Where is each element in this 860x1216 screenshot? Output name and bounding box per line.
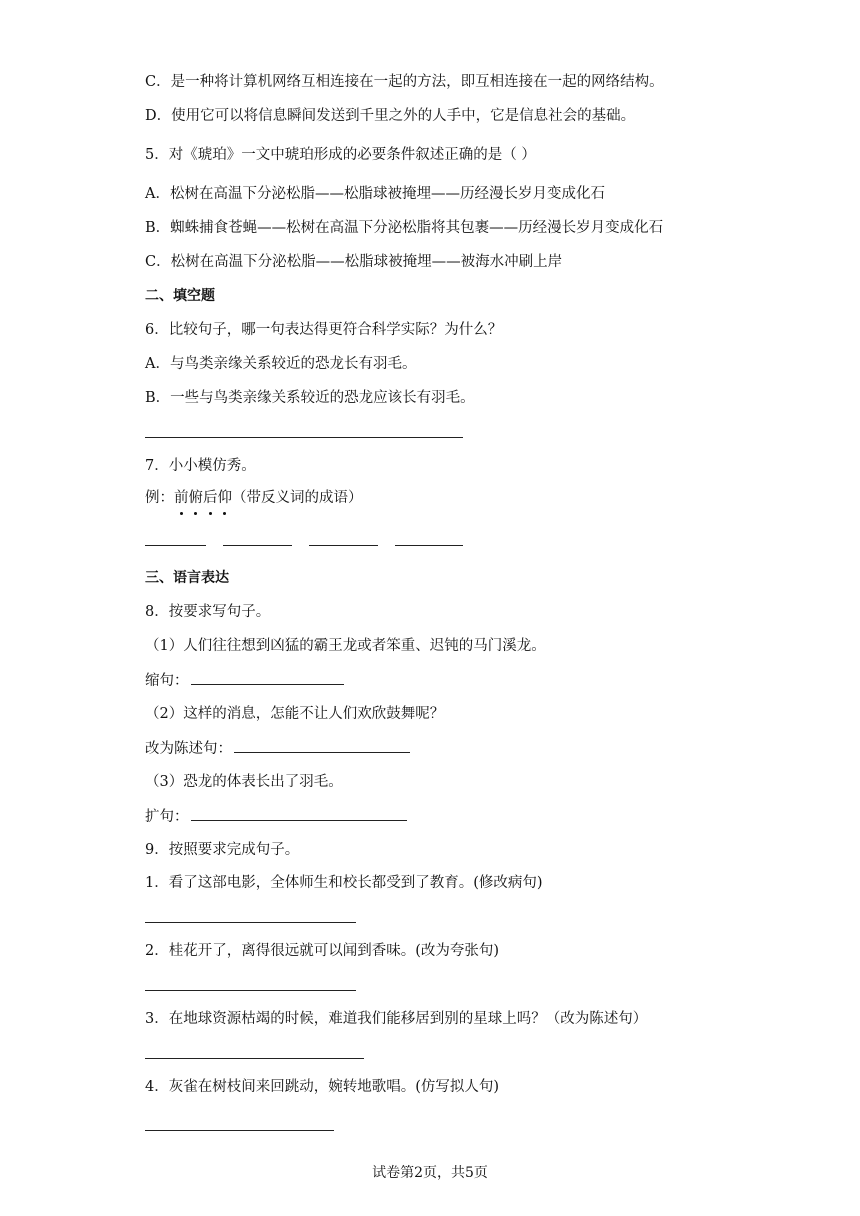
q5-option-a: A．松树在高温下分泌松脂——松脂球被掩埋——历经漫长岁月变成化石 xyxy=(145,186,605,202)
q5-option-c: C．松树在高温下分泌松脂——松脂球被掩埋——被海水冲刷上岸 xyxy=(145,254,563,270)
q9-answer-line-1[interactable] xyxy=(145,922,356,923)
q7-example-char-2: 俯 xyxy=(188,490,203,506)
q6-stem: 6．比较句子，哪一句表达得更符合科学实际？为什么？ xyxy=(145,322,503,338)
q8-answer-1-label: 缩句： xyxy=(145,673,189,689)
q7-answer-line-4[interactable] xyxy=(395,545,463,546)
q9-answer-line-2[interactable] xyxy=(145,990,356,991)
q4-option-d: D．使用它可以将信息瞬间发送到千里之外的人手中，它是信息社会的基础。 xyxy=(145,108,636,124)
q9-answer-line-4[interactable] xyxy=(145,1130,334,1131)
section-fill-in-title: 二、填空题 xyxy=(145,288,215,304)
q7-example xyxy=(145,488,363,508)
q8-answer-3-label: 扩句： xyxy=(145,809,189,825)
q7-example-char-1: 前 xyxy=(174,490,189,506)
q6-option-b: B．一些与鸟类亲缘关系较近的恐龙应该长有羽毛。 xyxy=(145,390,475,406)
q8-answer-3 xyxy=(145,806,407,827)
page-footer: 试卷第2页，共5页 xyxy=(372,1165,488,1181)
q6-answer-line[interactable] xyxy=(145,437,463,438)
q7-stem: 7．小小模仿秀。 xyxy=(145,458,256,474)
q7-example-char-3: 后 xyxy=(203,490,218,506)
section-language-title: 三、语言表达 xyxy=(145,570,229,586)
q8-answer-1-line[interactable] xyxy=(191,670,344,685)
q9-item-4: 4．灰雀在树枝间来回跳动，婉转地歌唱。(仿写拟人句) xyxy=(145,1079,500,1095)
q8-answer-2-line[interactable] xyxy=(234,738,410,753)
q9-item-2: 2．桂花开了，离得很远就可以闻到香味。(改为夸张句) xyxy=(145,943,500,959)
q8-sentence-2: （2）这样的消息，怎能不让人们欢欣鼓舞呢？ xyxy=(145,706,445,722)
q7-example-char-4: 仰 xyxy=(217,490,232,506)
q8-answer-2 xyxy=(145,738,410,759)
q7-answer-line-2[interactable] xyxy=(223,545,292,546)
q8-answer-1 xyxy=(145,670,344,691)
q5-option-b: B．蜘蛛捕食苍蝇——松树在高温下分泌松脂将其包裹——历经漫长岁月变成化石 xyxy=(145,220,664,236)
q7-example-note: （带反义词的成语） xyxy=(232,490,363,506)
q7-answer-line-3[interactable] xyxy=(309,545,378,546)
q7-answer-line-1[interactable] xyxy=(145,545,206,546)
q9-item-3: 3．在地球资源枯竭的时候，难道我们能移居到别的星球上吗？（改为陈述句） xyxy=(145,1011,648,1027)
q9-stem: 9．按照要求完成句子。 xyxy=(145,842,300,858)
q5-stem: 5．对《琥珀》一文中琥珀形成的必要条件叙述正确的是（ ） xyxy=(145,147,536,163)
q8-answer-2-label: 改为陈述句： xyxy=(145,741,232,757)
q8-sentence-3: （3）恐龙的体表长出了羽毛。 xyxy=(145,774,343,790)
q4-option-c: C．是一种将计算机网络互相连接在一起的方法，即互相连接在一起的网络结构。 xyxy=(145,74,664,90)
q7-example-prefix: 例： xyxy=(145,490,174,506)
q6-option-a: A．与鸟类亲缘关系较近的恐龙长有羽毛。 xyxy=(145,356,417,372)
q8-stem: 8．按要求写句子。 xyxy=(145,604,271,620)
q9-answer-line-3[interactable] xyxy=(145,1058,364,1059)
q9-item-1: 1．看了这部电影，全体师生和校长都受到了教育。(修改病句) xyxy=(145,875,543,891)
q8-sentence-1: （1）人们往往想到凶猛的霸王龙或者笨重、迟钝的马门溪龙。 xyxy=(145,638,546,654)
q8-answer-3-line[interactable] xyxy=(191,806,407,821)
